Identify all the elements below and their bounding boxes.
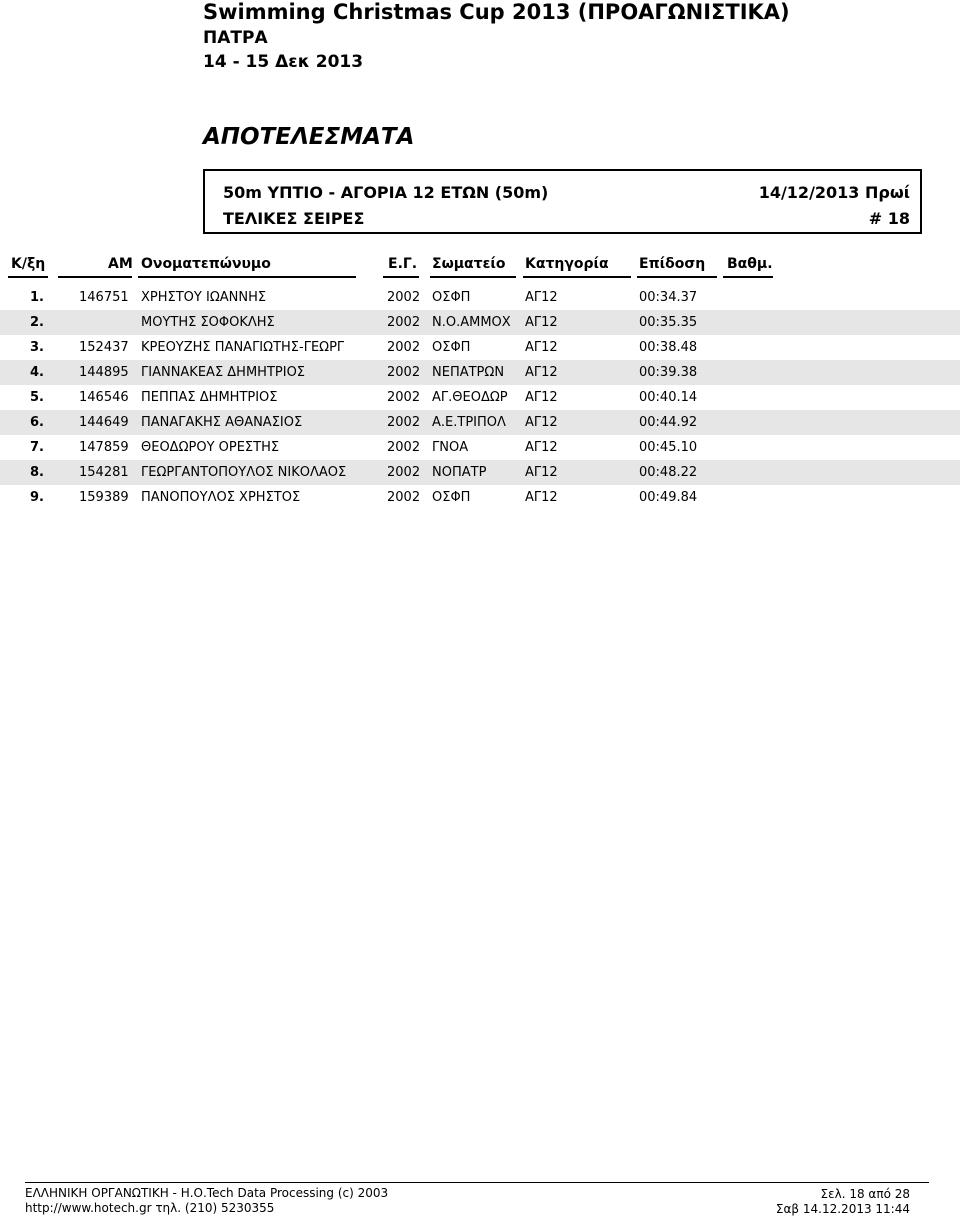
place: 7. <box>30 440 44 455</box>
table-row <box>0 360 960 385</box>
place: 9. <box>30 490 44 505</box>
place: 8. <box>30 465 44 480</box>
birth-year: 2002 <box>387 365 421 380</box>
category: ΑΓ12 <box>525 315 558 330</box>
swimmer-name: ΠΑΝΟΠΟΥΛΟΣ ΧΡΗΣΤΟΣ <box>141 490 301 505</box>
swimmer-name: ΠΕΠΠΑΣ ΔΗΜΗΤΡΙΟΣ <box>141 390 278 405</box>
swimmer-name: ΓΙΑΝΝΑΚΕΑΣ ΔΗΜΗΤΡΙΟΣ <box>141 365 306 380</box>
birth-year: 2002 <box>387 415 421 430</box>
category: ΑΓ12 <box>525 465 558 480</box>
result-time: 00:38.48 <box>639 340 698 355</box>
result-time: 00:45.10 <box>639 440 698 455</box>
place: 5. <box>30 390 44 405</box>
result-time: 00:48.22 <box>639 465 698 480</box>
table-row <box>0 410 960 435</box>
swimmer-name: ΠΑΝΑΓΑΚΗΣ ΑΘΑΝΑΣΙΟΣ <box>141 415 303 430</box>
event-name: 50m ΥΠΤΙΟ - ΑΓΟΡΙΑ 12 ΕΤΩΝ (50m) <box>223 183 549 202</box>
footer-print-date: Σαβ 14.12.2013 11:44 <box>775 1202 910 1216</box>
table-row <box>0 385 960 410</box>
am-number: 146751 <box>79 290 129 305</box>
category: ΑΓ12 <box>525 290 558 305</box>
swimmer-name: ΘΕΟΔΩΡΟΥ ΟΡΕΣΤΗΣ <box>141 440 280 455</box>
result-time: 00:49.84 <box>639 490 698 505</box>
table-row <box>0 310 960 335</box>
club: ΝΟΠΑΤΡ <box>432 465 487 480</box>
place: 6. <box>30 415 44 430</box>
place: 3. <box>30 340 44 355</box>
event-round: ΤΕΛΙΚΕΣ ΣΕΙΡΕΣ <box>223 209 365 228</box>
category: ΑΓ12 <box>525 490 558 505</box>
place: 4. <box>30 365 44 380</box>
result-time: 00:34.37 <box>639 290 698 305</box>
category: ΑΓ12 <box>525 415 558 430</box>
birth-year: 2002 <box>387 440 421 455</box>
event-number: # 18 <box>868 209 910 228</box>
column-rule <box>723 276 773 278</box>
footer-contact: http://www.hotech.gr τηλ. (210) 5230355 <box>25 1201 275 1215</box>
column-header-year: Ε.Γ. <box>388 256 418 272</box>
column-rule <box>58 276 132 278</box>
column-rule <box>138 276 356 278</box>
am-number: 159389 <box>79 490 129 505</box>
table-row <box>0 335 960 360</box>
swimmer-name: ΧΡΗΣΤΟΥ ΙΩΑΝΝΗΣ <box>141 290 267 305</box>
birth-year: 2002 <box>387 490 421 505</box>
club: ΟΣΦΠ <box>432 290 471 305</box>
swimmer-name: ΓΕΩΡΓΑΝΤΟΠΟΥΛΟΣ ΝΙΚΟΛΑΟΣ <box>141 465 347 480</box>
category: ΑΓ12 <box>525 340 558 355</box>
am-number: 146546 <box>79 390 129 405</box>
column-header-points: Βαθμ. <box>727 256 773 272</box>
am-number: 152437 <box>79 340 129 355</box>
column-rule <box>383 276 419 278</box>
am-number: 154281 <box>79 465 129 480</box>
result-time: 00:35.35 <box>639 315 698 330</box>
table-row <box>0 485 960 510</box>
column-rule <box>523 276 631 278</box>
column-header-name: Ονοματεπώνυμο <box>141 256 271 272</box>
birth-year: 2002 <box>387 390 421 405</box>
swimmer-name: ΜΟΥΤΗΣ ΣΟΦΟΚΛΗΣ <box>141 315 275 330</box>
birth-year: 2002 <box>387 290 421 305</box>
birth-year: 2002 <box>387 465 421 480</box>
results-table <box>0 285 960 510</box>
am-number: 144649 <box>79 415 129 430</box>
swimmer-name: ΚΡΕΟΥΖΗΣ ΠΑΝΑΓΙΩΤΗΣ-ΓΕΩΡΓ <box>141 340 345 355</box>
column-rule <box>8 276 48 278</box>
club: ΝΕΠΑΤΡΩΝ <box>432 365 505 380</box>
birth-year: 2002 <box>387 340 421 355</box>
category: ΑΓ12 <box>525 390 558 405</box>
meet-dates: 14 - 15 Δεκ 2013 <box>203 52 364 72</box>
result-time: 00:44.92 <box>639 415 698 430</box>
result-time: 00:39.38 <box>639 365 698 380</box>
club: ΓΝΟΑ <box>432 440 469 455</box>
club: ΟΣΦΠ <box>432 340 471 355</box>
place: 2. <box>30 315 44 330</box>
table-row <box>0 285 960 310</box>
birth-year: 2002 <box>387 315 421 330</box>
meet-city: ΠΑΤΡΑ <box>203 28 268 48</box>
table-row <box>0 435 960 460</box>
club: Α.Ε.ΤΡΙΠΟΛ <box>432 415 506 430</box>
place: 1. <box>30 290 44 305</box>
footer-page-number: Σελ. 18 από 28 <box>820 1187 910 1201</box>
am-number: 144895 <box>79 365 129 380</box>
result-time: 00:40.14 <box>639 390 698 405</box>
meet-title: Swimming Christmas Cup 2013 (ΠΡΟΑΓΩΝΙΣΤΙΚΑ) <box>203 0 790 24</box>
am-number: 147859 <box>79 440 129 455</box>
column-header-time: Επίδοση <box>639 256 706 272</box>
column-header-am: ΑΜ <box>108 256 133 272</box>
club: ΑΓ.ΘΕΟΔΩΡ <box>432 390 508 405</box>
club: Ν.Ο.ΑΜΜΟΧ <box>432 315 511 330</box>
column-header-club: Σωματείο <box>432 256 506 272</box>
event-datetime: 14/12/2013 Πρωί <box>758 183 910 202</box>
footer-organization: ΕΛΛΗΝΙΚΗ ΟΡΓΑΝΩΤΙΚΗ - Η.Ο.Tech Data Processing (c) 2003 <box>25 1186 389 1200</box>
column-rule <box>637 276 717 278</box>
event-box <box>203 169 922 234</box>
column-header-place: Κ/ξη <box>11 256 46 272</box>
footer-rule <box>25 1182 929 1183</box>
results-heading: ΑΠΟΤΕΛΕΣΜΑΤΑ <box>203 124 415 150</box>
table-row <box>0 460 960 485</box>
category: ΑΓ12 <box>525 365 558 380</box>
column-rule <box>430 276 516 278</box>
column-header-category: Κατηγορία <box>525 256 609 272</box>
club: ΟΣΦΠ <box>432 490 471 505</box>
category: ΑΓ12 <box>525 440 558 455</box>
